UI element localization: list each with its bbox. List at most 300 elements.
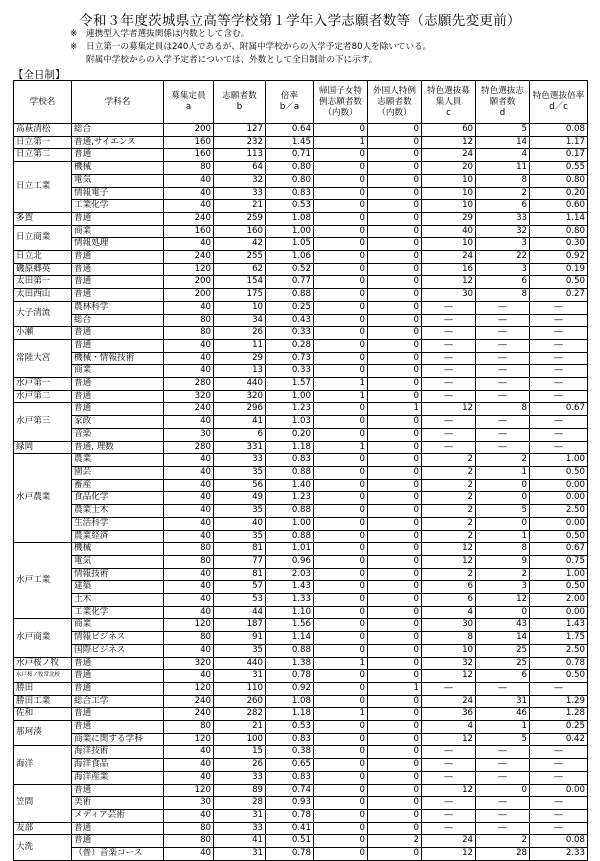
school-name-cell: 笠間 — [14, 784, 72, 822]
foreign-cell: 0 — [368, 200, 422, 213]
ratio-cell: 0.88 — [266, 505, 314, 518]
course-cell: 商業に関する学科 — [72, 733, 164, 746]
foreign-cell: 0 — [368, 212, 422, 225]
table-row — [14, 339, 588, 352]
table-row — [14, 365, 588, 378]
special-ratio-cell: ― — [530, 327, 588, 340]
special-quota-cell: ― — [422, 339, 476, 352]
course-cell: 商業 — [72, 619, 164, 632]
school-name-cell: 大子清流 — [14, 301, 72, 326]
quota-cell: 40 — [164, 479, 214, 492]
ratio-cell: 0.83 — [266, 187, 314, 200]
header-course: 学科名 — [72, 81, 164, 124]
table-row — [14, 581, 588, 594]
ratio-cell: 0.52 — [266, 263, 314, 276]
table-row — [14, 416, 588, 429]
special-ratio-cell: 0.55 — [530, 162, 588, 175]
foreign-cell: 0 — [368, 314, 422, 327]
course-cell: 機械 — [72, 162, 164, 175]
applicants-cell: 57 — [214, 581, 266, 594]
applicants-cell: 35 — [214, 644, 266, 657]
school-name-cell: 磯原郷英 — [14, 263, 72, 276]
table-row — [14, 784, 588, 797]
special-quota-cell: 29 — [422, 212, 476, 225]
foreign-cell: 0 — [368, 759, 422, 772]
table-row — [14, 644, 588, 657]
special-quota-cell: 2 — [422, 466, 476, 479]
course-cell: 畜産 — [72, 479, 164, 492]
special-ratio-cell: 0.80 — [530, 174, 588, 187]
foreign-cell: 0 — [368, 289, 422, 302]
table-row — [14, 251, 588, 264]
special-ratio-cell: 1.28 — [530, 708, 588, 721]
foreign-cell: 0 — [368, 149, 422, 162]
returnee-cell: 0 — [314, 149, 368, 162]
foreign-cell: 0 — [368, 708, 422, 721]
applicants-cell: 89 — [214, 784, 266, 797]
ratio-cell: 1.45 — [266, 136, 314, 149]
quota-cell: 40 — [164, 492, 214, 505]
ratio-cell: 1.00 — [266, 517, 314, 530]
applicants-cell: 32 — [214, 174, 266, 187]
table-row — [14, 835, 588, 848]
table-row — [14, 314, 588, 327]
school-name-cell: 大洗 — [14, 835, 72, 860]
table-row — [14, 454, 588, 467]
table-row — [14, 670, 588, 683]
special-quota-cell: ― — [422, 301, 476, 314]
special-applicants-cell: 31 — [476, 695, 530, 708]
special-applicants-cell: 43 — [476, 619, 530, 632]
ratio-cell: 1.23 — [266, 492, 314, 505]
ratio-cell: 0.88 — [266, 466, 314, 479]
special-quota-cell: 4 — [422, 606, 476, 619]
returnee-cell: 0 — [314, 632, 368, 645]
quota-cell: 40 — [164, 416, 214, 429]
special-quota-cell: ― — [422, 327, 476, 340]
returnee-cell: 0 — [314, 746, 368, 759]
table-row — [14, 428, 588, 441]
course-cell: 情報技術 — [72, 568, 164, 581]
applicants-cell: 15 — [214, 746, 266, 759]
returnee-cell: 0 — [314, 301, 368, 314]
quota-cell: 120 — [164, 619, 214, 632]
foreign-cell: 0 — [368, 339, 422, 352]
course-cell: 土木 — [72, 594, 164, 607]
quota-cell: 80 — [164, 162, 214, 175]
foreign-cell: 0 — [368, 187, 422, 200]
special-applicants-cell: 5 — [476, 505, 530, 518]
special-applicants-cell: 28 — [476, 848, 530, 861]
foreign-cell: 0 — [368, 746, 422, 759]
special-ratio-cell: 0.25 — [530, 721, 588, 734]
course-cell: 普通,サイエンス — [72, 136, 164, 149]
ratio-cell: 0.65 — [266, 759, 314, 772]
foreign-cell: 1 — [368, 682, 422, 695]
returnee-cell: 0 — [314, 606, 368, 619]
special-quota-cell: ― — [422, 746, 476, 759]
quota-cell: 80 — [164, 632, 214, 645]
special-quota-cell: 40 — [422, 225, 476, 238]
special-quota-cell: ― — [422, 809, 476, 822]
special-quota-cell: 10 — [422, 174, 476, 187]
note-1: ※ 連携型入学者選抜関係は内数として含む。 — [70, 29, 250, 39]
ratio-cell: 0.80 — [266, 174, 314, 187]
course-cell: 普通 — [72, 403, 164, 416]
table-row — [14, 682, 588, 695]
applicants-cell: 187 — [214, 619, 266, 632]
foreign-cell: 0 — [368, 632, 422, 645]
quota-cell: 40 — [164, 581, 214, 594]
table-row — [14, 555, 588, 568]
special-applicants-cell: ― — [476, 759, 530, 772]
special-ratio-cell: ― — [530, 339, 588, 352]
quota-cell: 40 — [164, 644, 214, 657]
table-row — [14, 797, 588, 810]
special-quota-cell: 10 — [422, 644, 476, 657]
special-ratio-cell: ― — [530, 352, 588, 365]
quota-cell: 40 — [164, 200, 214, 213]
course-cell: 普通 — [72, 822, 164, 835]
special-quota-cell: ― — [422, 682, 476, 695]
table-row — [14, 505, 588, 518]
quota-cell: 40 — [164, 759, 214, 772]
special-ratio-cell: 0.50 — [530, 670, 588, 683]
table-row — [14, 594, 588, 607]
special-ratio-cell: 0.08 — [530, 124, 588, 137]
ratio-cell: 1.43 — [266, 581, 314, 594]
quota-cell: 80 — [164, 835, 214, 848]
special-ratio-cell: ― — [530, 301, 588, 314]
table-row — [14, 301, 588, 314]
quota-cell: 120 — [164, 733, 214, 746]
course-cell: 情報処理 — [72, 238, 164, 251]
special-applicants-cell: 3 — [476, 263, 530, 276]
special-applicants-cell: 22 — [476, 251, 530, 264]
applicants-cell: 53 — [214, 594, 266, 607]
school-name-cell: 勝田工業 — [14, 695, 72, 708]
special-applicants-cell: 3 — [476, 581, 530, 594]
quota-cell: 40 — [164, 809, 214, 822]
course-cell: 普通 — [72, 339, 164, 352]
quota-cell: 160 — [164, 136, 214, 149]
applicants-cell: 331 — [214, 441, 266, 454]
ratio-cell: 0.80 — [266, 162, 314, 175]
ratio-cell: 0.93 — [266, 797, 314, 810]
course-cell: 国際ビジネス — [72, 644, 164, 657]
special-ratio-cell: ― — [530, 797, 588, 810]
special-quota-cell: 12 — [422, 136, 476, 149]
table-row — [14, 746, 588, 759]
quota-cell: 240 — [164, 212, 214, 225]
table-row — [14, 390, 588, 403]
ratio-cell: 0.92 — [266, 682, 314, 695]
applicants-cell: 31 — [214, 670, 266, 683]
quota-cell: 40 — [164, 339, 214, 352]
returnee-cell: 0 — [314, 721, 368, 734]
special-applicants-cell: 1 — [476, 530, 530, 543]
table-row — [14, 606, 588, 619]
ratio-cell: 0.51 — [266, 835, 314, 848]
quota-cell: 280 — [164, 441, 214, 454]
course-cell: 普通 — [72, 784, 164, 797]
applicants-cell: 154 — [214, 276, 266, 289]
quota-cell: 160 — [164, 149, 214, 162]
special-ratio-cell: 1.00 — [530, 568, 588, 581]
special-applicants-cell: 6 — [476, 670, 530, 683]
special-applicants-cell: 2 — [476, 568, 530, 581]
quota-cell: 40 — [164, 365, 214, 378]
returnee-cell: 0 — [314, 848, 368, 861]
course-cell: （普）音楽コース — [72, 848, 164, 861]
special-applicants-cell: ― — [476, 797, 530, 810]
special-quota-cell: ― — [422, 365, 476, 378]
special-quota-cell: 30 — [422, 619, 476, 632]
table-row — [14, 530, 588, 543]
quota-cell: 40 — [164, 594, 214, 607]
returnee-cell: 0 — [314, 682, 368, 695]
special-quota-cell: 12 — [422, 555, 476, 568]
school-name-cell: 日立第二 — [14, 149, 72, 162]
special-applicants-cell: 5 — [476, 733, 530, 746]
table-row — [14, 162, 588, 175]
course-cell: 普通 — [72, 708, 164, 721]
school-name-cell: 太田第一 — [14, 276, 72, 289]
special-applicants-cell: 8 — [476, 289, 530, 302]
returnee-cell: 0 — [314, 505, 368, 518]
foreign-cell: 0 — [368, 327, 422, 340]
special-quota-cell: ― — [422, 759, 476, 772]
returnee-cell: 0 — [314, 644, 368, 657]
course-cell: 海洋食品 — [72, 759, 164, 772]
course-cell: 普通 — [72, 670, 164, 683]
returnee-cell: 0 — [314, 466, 368, 479]
ratio-cell: 1.57 — [266, 378, 314, 391]
special-applicants-cell: 33 — [476, 212, 530, 225]
special-quota-cell: 12 — [422, 733, 476, 746]
ratio-cell: 1.10 — [266, 606, 314, 619]
header-quota: 募集定員 a — [164, 81, 214, 124]
applicants-cell: 41 — [214, 835, 266, 848]
ratio-cell: 0.64 — [266, 124, 314, 137]
table-row — [14, 149, 588, 162]
course-cell: 生活科学 — [72, 517, 164, 530]
foreign-cell: 0 — [368, 822, 422, 835]
special-applicants-cell: ― — [476, 301, 530, 314]
foreign-cell: 0 — [368, 809, 422, 822]
school-name-cell: 佐和 — [14, 708, 72, 721]
special-quota-cell: 6 — [422, 594, 476, 607]
special-ratio-cell: 0.80 — [530, 225, 588, 238]
special-applicants-cell: 4 — [476, 149, 530, 162]
special-ratio-cell: 0.27 — [530, 289, 588, 302]
special-applicants-cell: 46 — [476, 708, 530, 721]
applicants-cell: 110 — [214, 682, 266, 695]
returnee-cell: 0 — [314, 695, 368, 708]
quota-cell: 80 — [164, 327, 214, 340]
foreign-cell: 0 — [368, 594, 422, 607]
special-ratio-cell: 1.14 — [530, 212, 588, 225]
applicants-cell: 35 — [214, 505, 266, 518]
ratio-cell: 0.78 — [266, 848, 314, 861]
foreign-cell: 0 — [368, 505, 422, 518]
returnee-cell: 0 — [314, 327, 368, 340]
quota-cell: 120 — [164, 263, 214, 276]
special-quota-cell: ― — [422, 428, 476, 441]
quota-cell: 240 — [164, 695, 214, 708]
special-quota-cell: 12 — [422, 276, 476, 289]
special-quota-cell: ― — [422, 390, 476, 403]
ratio-cell: 1.05 — [266, 238, 314, 251]
returnee-cell: 1 — [314, 441, 368, 454]
ratio-cell: 0.88 — [266, 289, 314, 302]
ratio-cell: 1.03 — [266, 416, 314, 429]
course-cell: 普通 — [72, 682, 164, 695]
school-name-cell: 海洋 — [14, 746, 72, 784]
table-row — [14, 212, 588, 225]
applicants-cell: 21 — [214, 721, 266, 734]
course-cell: 農業土木 — [72, 505, 164, 518]
table-row — [14, 187, 588, 200]
special-quota-cell: 24 — [422, 251, 476, 264]
special-ratio-cell: 0.08 — [530, 835, 588, 848]
school-name-cell: 水戸第三 — [14, 403, 72, 441]
applicants-cell: 232 — [214, 136, 266, 149]
returnee-cell: 0 — [314, 619, 368, 632]
ratio-cell: 0.43 — [266, 314, 314, 327]
school-name-cell: 日立第一 — [14, 136, 72, 149]
table-row — [14, 517, 588, 530]
special-ratio-cell: 0.17 — [530, 149, 588, 162]
foreign-cell: 0 — [368, 657, 422, 670]
special-ratio-cell: 0.00 — [530, 517, 588, 530]
special-quota-cell: 10 — [422, 187, 476, 200]
quota-cell: 320 — [164, 657, 214, 670]
special-ratio-cell: 2.50 — [530, 644, 588, 657]
applicants-cell: 320 — [214, 390, 266, 403]
quota-cell: 280 — [164, 378, 214, 391]
returnee-cell: 1 — [314, 708, 368, 721]
quota-cell: 40 — [164, 517, 214, 530]
special-applicants-cell: ― — [476, 746, 530, 759]
applicants-cell: 56 — [214, 479, 266, 492]
table-row — [14, 466, 588, 479]
returnee-cell: 1 — [314, 136, 368, 149]
special-quota-cell: 12 — [422, 403, 476, 416]
special-ratio-cell: 0.92 — [530, 251, 588, 264]
quota-cell: 40 — [164, 530, 214, 543]
returnee-cell: 0 — [314, 822, 368, 835]
special-applicants-cell: 5 — [476, 124, 530, 137]
special-ratio-cell: 0.50 — [530, 581, 588, 594]
foreign-cell: 0 — [368, 530, 422, 543]
special-applicants-cell: ― — [476, 428, 530, 441]
special-quota-cell: 36 — [422, 708, 476, 721]
table-row — [14, 543, 588, 556]
applicants-cell: 282 — [214, 708, 266, 721]
ratio-cell: 0.77 — [266, 276, 314, 289]
returnee-cell: 0 — [314, 339, 368, 352]
special-ratio-cell: ― — [530, 682, 588, 695]
table-row — [14, 124, 588, 137]
table-row — [14, 289, 588, 302]
special-applicants-cell: 8 — [476, 543, 530, 556]
course-cell: 普通 — [72, 149, 164, 162]
applicants-cell: 11 — [214, 339, 266, 352]
table-row — [14, 721, 588, 734]
table-row — [14, 263, 588, 276]
foreign-cell: 0 — [368, 352, 422, 365]
ratio-cell: 1.18 — [266, 708, 314, 721]
applicants-table — [13, 80, 588, 861]
applicants-cell: 440 — [214, 657, 266, 670]
school-name-cell: 緑岡 — [14, 441, 72, 454]
course-cell: 普通 — [72, 276, 164, 289]
returnee-cell: 0 — [314, 174, 368, 187]
foreign-cell: 0 — [368, 428, 422, 441]
applicants-cell: 33 — [214, 771, 266, 784]
table-row — [14, 695, 588, 708]
course-cell: 園芸 — [72, 466, 164, 479]
course-cell: 工業化学 — [72, 200, 164, 213]
ratio-cell: 0.41 — [266, 822, 314, 835]
quota-cell: 40 — [164, 466, 214, 479]
quota-cell: 120 — [164, 682, 214, 695]
applicants-cell: 81 — [214, 568, 266, 581]
course-cell: 普通, 理数 — [72, 441, 164, 454]
ratio-cell: 0.33 — [266, 327, 314, 340]
returnee-cell: 0 — [314, 594, 368, 607]
special-applicants-cell: ― — [476, 352, 530, 365]
table-row — [14, 327, 588, 340]
ratio-cell: 1.06 — [266, 251, 314, 264]
foreign-cell: 0 — [368, 263, 422, 276]
special-quota-cell: 10 — [422, 238, 476, 251]
quota-cell: 240 — [164, 251, 214, 264]
applicants-cell: 127 — [214, 124, 266, 137]
foreign-cell: 0 — [368, 390, 422, 403]
ratio-cell: 1.23 — [266, 403, 314, 416]
ratio-cell: 1.08 — [266, 212, 314, 225]
school-name-cell: 太田西山 — [14, 289, 72, 302]
foreign-cell: 0 — [368, 543, 422, 556]
applicants-cell: 260 — [214, 695, 266, 708]
special-ratio-cell: 0.67 — [530, 403, 588, 416]
quota-cell: 40 — [164, 238, 214, 251]
foreign-cell: 0 — [368, 479, 422, 492]
special-quota-cell: 32 — [422, 657, 476, 670]
special-applicants-cell: 1 — [476, 721, 530, 734]
special-applicants-cell: ― — [476, 771, 530, 784]
returnee-cell: 0 — [314, 289, 368, 302]
course-cell: 普通 — [72, 721, 164, 734]
returnee-cell: 0 — [314, 759, 368, 772]
ratio-cell: 0.88 — [266, 644, 314, 657]
school-name-cell: 日立工業 — [14, 162, 72, 213]
special-quota-cell: 30 — [422, 289, 476, 302]
quota-cell: 40 — [164, 505, 214, 518]
school-name-cell: 多賀 — [14, 212, 72, 225]
special-quota-cell: 12 — [422, 848, 476, 861]
special-ratio-cell: 0.75 — [530, 555, 588, 568]
special-applicants-cell: 0 — [476, 517, 530, 530]
ratio-cell: 0.83 — [266, 733, 314, 746]
special-ratio-cell: 0.50 — [530, 530, 588, 543]
special-quota-cell: 16 — [422, 263, 476, 276]
course-cell: 農林科学 — [72, 301, 164, 314]
foreign-cell: 0 — [368, 619, 422, 632]
ratio-cell: 1.18 — [266, 441, 314, 454]
